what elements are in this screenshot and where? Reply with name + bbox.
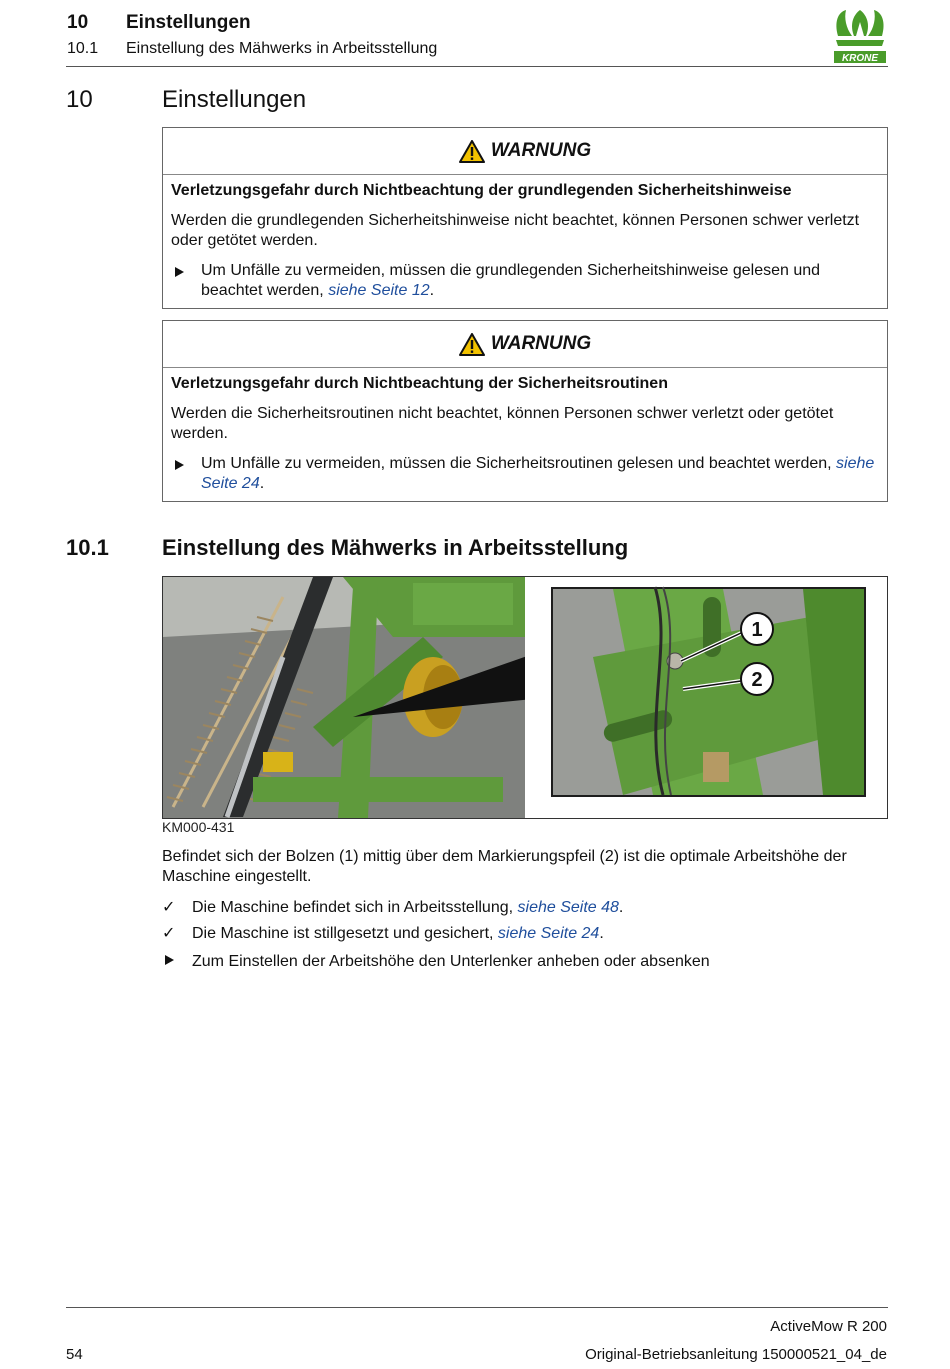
krone-logo <box>832 6 888 66</box>
precondition-end: . <box>618 899 624 916</box>
action-arrow-icon <box>175 460 184 470</box>
warning-action <box>171 454 879 494</box>
footer-rule <box>66 1307 888 1308</box>
header-rule <box>66 66 888 67</box>
warning-triangle-icon <box>459 140 485 163</box>
page-link[interactable]: siehe Seite 12 <box>328 282 430 299</box>
warning-triangle-icon <box>459 333 485 356</box>
warning-action-text: Um Unfälle zu vermeiden, müssen die Sicherheitsroutinen gelesen und beachtet werden, <box>201 455 837 472</box>
warning-label: WARNUNG <box>490 333 592 354</box>
warning-action-end: . <box>259 475 265 492</box>
section-number: 10.1 <box>66 535 109 560</box>
logo-text: KRONE <box>841 53 879 64</box>
callout-1-label: 1 <box>751 619 763 641</box>
precondition-text: Die Maschine befindet sich in Arbeitsstellung, <box>192 899 518 916</box>
action-arrow-icon <box>175 267 184 277</box>
footer-page-number: 54 <box>66 1346 83 1363</box>
action-step <box>162 953 710 971</box>
header-section-title: Einstellung des Mähwerks in Arbeitsstellung <box>126 40 438 57</box>
warning-header <box>163 128 887 175</box>
header-chapter-number: 10 <box>67 12 89 33</box>
warning-action-text: Um Unfälle zu vermeiden, müssen die grundlegenden Sicherheitshinweise gelesen und beachtet werden, <box>201 262 821 299</box>
action-text: Zum Einstellen der Arbeitshöhe den Unterlenker anheben oder absenken <box>192 953 710 970</box>
action-arrow-icon <box>165 955 174 965</box>
warning-title: Verletzungsgefahr durch Nichtbeachtung der grundlegenden Sicherheitshinweise <box>171 182 792 199</box>
precondition-item <box>162 897 623 917</box>
section-title: Einstellung des Mähwerks in Arbeitsstellung <box>162 535 629 560</box>
precondition-text: Die Maschine ist stillgesetzt und gesichert, <box>192 925 498 942</box>
figure-caption: KM000-431 <box>162 819 235 835</box>
chapter-number: 10 <box>66 86 93 113</box>
checkmark-icon: ✓ <box>162 899 176 916</box>
page-link[interactable]: siehe Seite 24 <box>201 455 875 492</box>
page-link[interactable]: siehe Seite 48 <box>517 899 619 916</box>
machine-photo <box>162 576 888 819</box>
callout-2-label: 2 <box>751 669 763 691</box>
page-link[interactable]: siehe Seite 24 <box>497 925 600 942</box>
warning-box <box>162 320 888 502</box>
warning-title: Verletzungsgefahr durch Nichtbeachtung der Sicherheitsroutinen <box>171 375 668 392</box>
footer-document-id: Original-Betriebsanleitung 150000521_04_de <box>585 1346 887 1363</box>
body-paragraph: Befindet sich der Bolzen (1) mittig über dem Markierungspfeil (2) ist die optimale Arbeitshöhe der Maschine eingestellt. <box>162 848 847 885</box>
warning-action-end: . <box>429 282 435 299</box>
checkmark-icon: ✓ <box>162 925 176 942</box>
header-chapter-title: Einstellungen <box>126 12 251 33</box>
precondition-end: . <box>599 925 604 942</box>
chapter-title: Einstellungen <box>162 86 307 113</box>
precondition-item <box>162 923 604 943</box>
warning-text: Werden die grundlegenden Sicherheitshinweise nicht beachtet, können Personen schwer verletzt oder getötet werden. <box>171 212 860 249</box>
warning-box <box>162 127 888 309</box>
header-section-number: 10.1 <box>67 40 99 57</box>
footer-product: ActiveMow R 200 <box>770 1318 887 1335</box>
warning-label: WARNUNG <box>490 140 592 161</box>
warning-action <box>171 261 879 301</box>
warning-text: Werden die Sicherheitsroutinen nicht beachtet, können Personen schwer verletzt oder getötet werden. <box>171 405 834 442</box>
machine-photo-illustration <box>163 577 887 818</box>
warning-header <box>163 321 887 368</box>
